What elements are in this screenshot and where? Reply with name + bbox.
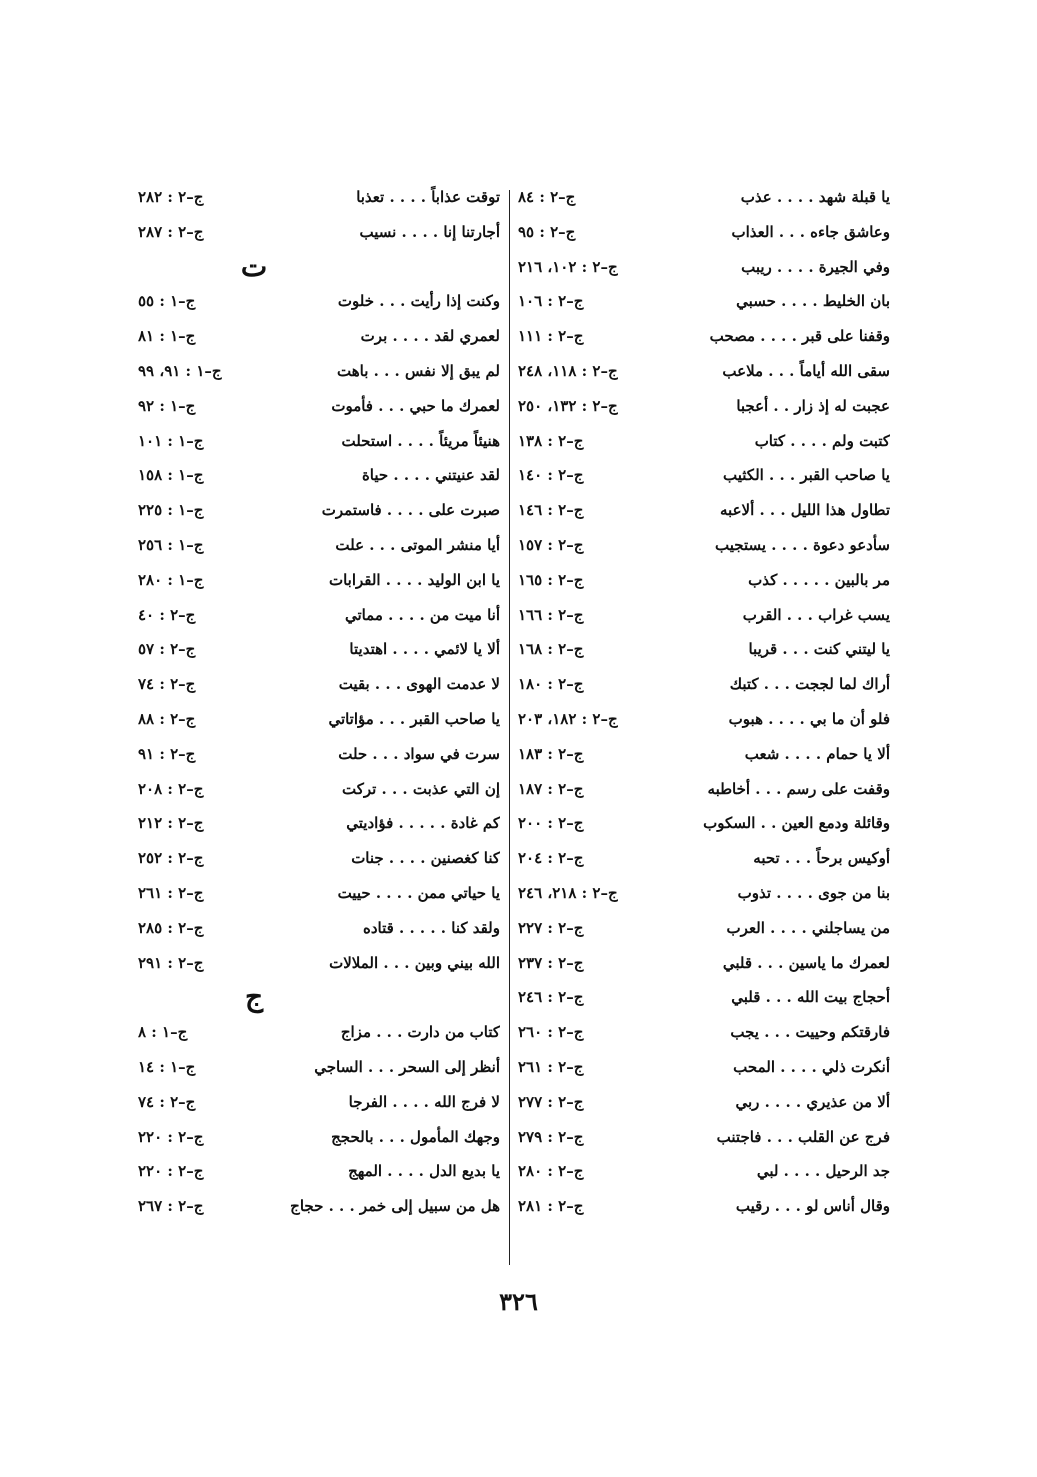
entry-verse: يا حياتي ممن . . . . حييت: [337, 883, 500, 902]
entry-reference: ج–٢ : ٢١٨، ٢٤٦: [518, 883, 618, 902]
entry-reference: ج–٢ : ٢٨٠: [518, 1162, 584, 1181]
index-entry: [518, 424, 890, 459]
index-entry: [518, 1050, 890, 1085]
entry-verse: وعاشق جاءه . . . العذاب: [731, 222, 890, 241]
entry-reference: ج–٢ : ٢٠٠: [518, 814, 584, 833]
entry-reference: ج–١ : ١٥٨: [138, 466, 204, 485]
entry-reference: ج–٢ : ٢٠٤: [518, 849, 584, 868]
entry-reference: ج–٢ : ١٤٠: [518, 466, 584, 485]
index-entry: [138, 667, 500, 702]
entry-reference: ج–٢ : ٧٤: [138, 1092, 196, 1111]
entry-reference: ج–٢ : ٢٦١: [138, 883, 204, 902]
index-entry: [138, 772, 500, 807]
entry-verse: أنظر إلى السحر . . . الساجي: [314, 1057, 500, 1076]
entry-verse: فلو أن ما بي . . . . هبوب: [728, 709, 890, 728]
entry-reference: ج–٢ : ٩١: [138, 744, 196, 763]
entry-verse: إن التي عذبت . . . تركت: [342, 779, 500, 798]
entry-verse: من يساجلني . . . . العرب: [726, 918, 890, 937]
entry-verse: لقد عنيتني . . . . حياة: [361, 466, 500, 485]
index-entry: [138, 1050, 500, 1085]
index-entry: [518, 1085, 890, 1120]
entry-reference: ج–٢ : ٢١٢: [138, 814, 204, 833]
entry-reference: ج–٢ : ٢٣٧: [518, 953, 584, 972]
entry-reference: ج–٢ : ٧٤: [138, 675, 196, 694]
entry-verse: مر بالبين . . . . . كذب: [748, 570, 890, 589]
index-entry: [518, 598, 890, 633]
entry-reference: ج–٢ : ٢٥٢: [138, 849, 204, 868]
entry-verse: ألا من عذيري . . . . ربي: [735, 1092, 890, 1111]
entry-verse: لعمرك ما ياسين . . . قلبي: [722, 953, 890, 972]
entry-verse: وجهك المأمول . . . بالحجج: [331, 1127, 500, 1146]
entry-verse: الله بيني وبين . . . الملالات: [329, 953, 500, 972]
entry-verse: عجبت له إذ زار . . أعجبا: [736, 396, 890, 415]
entry-reference: ج–٢ : ٢٢٠: [138, 1127, 204, 1146]
entry-reference: ج–١ : ١٠١: [138, 431, 204, 450]
index-entry: [518, 1154, 890, 1189]
index-entry: [518, 1120, 890, 1155]
entry-verse: يا ابن الوليد . . . . القرابات: [328, 570, 500, 589]
entry-reference: ج–١ : ٨: [138, 1023, 188, 1042]
entry-reference: ج–٢ : ٢٨٧: [138, 222, 204, 241]
entry-verse: وقفنا على قبر . . . . مصحب: [709, 327, 890, 346]
entry-verse: تطاول هذا الليل . . . ألاعبه: [720, 501, 890, 520]
entry-verse: ولقد كنا . . . . . قتاده: [363, 918, 500, 937]
entry-verse: أيا منشر الموتى . . . علت: [335, 535, 500, 554]
index-entry: [518, 180, 890, 215]
index-entry: [518, 389, 890, 424]
entry-reference: ج–١ : ٢٥٦: [138, 535, 204, 554]
index-entry: [138, 911, 500, 946]
entry-reference: ج–٢ : ١٥٧: [518, 535, 584, 554]
index-column-left: [138, 180, 500, 1224]
index-entry: [138, 1189, 500, 1224]
entry-verse: يسب غراب . . . القرب: [742, 605, 890, 624]
section-letter-jim: ج: [244, 980, 264, 1014]
entry-verse: يا صاحب القبر . . . الكثيب: [723, 466, 890, 485]
index-column-right: [518, 180, 890, 1224]
entry-reference: ج–٢ : ١١١: [518, 327, 584, 346]
entry-verse: كنا كغصنين . . . . جنات: [351, 849, 500, 868]
entry-reference: ج–٢ : ٢٨٢: [138, 188, 204, 206]
entry-reference: ج–٢ : ٢٨٥: [138, 918, 204, 937]
index-entry: [138, 876, 500, 911]
entry-reference: ج–٢ : ٢٨١: [518, 1197, 584, 1216]
entry-reference: ج–١ : ٢٨٠: [138, 570, 204, 589]
entry-reference: ج–٢ : ٨٤: [518, 188, 576, 206]
index-entry: [518, 1015, 890, 1050]
entry-reference: ج–٢ : ١٣٢، ٢٥٠: [518, 396, 618, 415]
entry-verse: أوكيس برحاً . . . تحبه: [753, 849, 890, 868]
entry-reference: ج–١ : ٩٢: [138, 396, 196, 415]
entry-reference: ج–٢ : ٢٧٩: [518, 1127, 584, 1146]
index-entry: [138, 528, 500, 563]
index-entry: [518, 563, 890, 598]
entry-reference: ج–١ : ١٤: [138, 1057, 196, 1076]
entry-verse: سقى الله أياماً . . . ملاعب: [722, 361, 890, 380]
entry-verse: ألا يا لائمي . . . . اهتديتا: [349, 640, 500, 659]
entry-reference: ج–٢ : ٢٧٧: [518, 1092, 584, 1111]
index-entry: [138, 180, 500, 215]
entry-reference: ج–٢ : ١٦٦: [518, 605, 584, 624]
entry-verse: أحجاج بيت الله . . . قلبي: [731, 988, 890, 1007]
entry-verse: جد الرحيل . . . . لبي: [756, 1162, 890, 1181]
entry-verse: أراك لما لججت . . . كتبك: [729, 675, 890, 694]
entry-reference: ج–٢ : ٢٤٦: [518, 988, 584, 1007]
entry-reference: ج–٢ : ١٨٣: [518, 744, 584, 763]
entry-reference: ج–٢ : ٢٢٠: [138, 1162, 204, 1181]
entry-reference: ج–٢ : ١٨٠: [518, 675, 584, 694]
entry-verse: يا صاحب القبر . . . مؤاتاتي: [328, 709, 500, 728]
entry-verse: لا فرج الله . . . . الفرجا: [348, 1092, 500, 1111]
index-entry: [138, 806, 500, 841]
entry-verse: وقال أناس لو . . . رقيب: [735, 1197, 890, 1216]
entry-verse: وفي الجيرة . . . . ريبب: [741, 257, 890, 276]
index-entry: [138, 1085, 500, 1120]
index-entry: [138, 702, 500, 737]
entry-verse: يا بديع الدل . . . . المهج: [348, 1162, 500, 1181]
index-entry: [518, 354, 890, 389]
index-entry: [138, 284, 500, 319]
entry-verse: بنا من جوى . . . . تذوب: [737, 883, 890, 902]
index-entry: [518, 911, 890, 946]
entry-verse: صبرت على . . . . فاستمرت: [321, 501, 500, 520]
index-entry: [518, 632, 890, 667]
index-entry: [518, 980, 890, 1015]
index-entry: [518, 284, 890, 319]
index-entry: [518, 250, 890, 285]
entry-verse: كتاب من دارت . . . مزاج: [340, 1023, 500, 1042]
entry-verse: وقائلة ودمع العين . . السكوب: [703, 814, 890, 833]
entry-reference: ج–٢ : ٢٦٧: [138, 1197, 204, 1216]
index-entry: [138, 1015, 500, 1050]
entry-reference: ج–١ : ٥٥: [138, 292, 196, 311]
entry-verse: أجارتنا إنا . . . . نسيب: [359, 222, 500, 241]
entry-reference: ج–١ : ٩١، ٩٩: [138, 361, 222, 380]
entry-verse: لا عدمت الهوى . . . بقيت: [338, 675, 500, 694]
entry-reference: ج–٢ : ١٦٥: [518, 570, 584, 589]
entry-verse: هنيئاً مريئاً . . . . استحلت: [341, 431, 500, 450]
index-entry: [138, 354, 500, 389]
entry-verse: ألا يا حمام . . . . شعب: [744, 744, 890, 763]
index-entry: [138, 458, 500, 493]
entry-verse: أنا ميت من . . . . مماتي: [344, 605, 500, 624]
entry-verse: سأدعو دعوة . . . . يستجيب: [715, 535, 890, 554]
index-entry: [138, 841, 500, 876]
entry-reference: ج–٢ : ١١٨، ٢٤٨: [518, 361, 618, 380]
entry-verse: فارقتكم وحييت . . . يجب: [730, 1023, 890, 1042]
entry-reference: ج–٢ : ٢٩١: [138, 953, 204, 972]
entry-reference: ج–٢ : ١٣٨: [518, 431, 584, 450]
entry-reference: ج–١ : ٢٢٥: [138, 501, 204, 520]
entry-reference: ج–٢ : ٤٠: [138, 605, 196, 624]
entry-reference: ج–١ : ٨١: [138, 327, 196, 346]
index-entry: [138, 424, 500, 459]
index-entry: [138, 737, 500, 772]
index-entry: [518, 215, 890, 250]
section-letter-ta: ت: [240, 249, 268, 283]
page-number: ٣٢٦: [499, 1287, 538, 1316]
entry-verse: لم يبق إلا نفس . . . باهت: [337, 361, 500, 380]
index-entry: [518, 772, 890, 807]
index-entry: [518, 806, 890, 841]
entry-verse: لعمرك ما حبي . . . فأموت: [331, 396, 500, 415]
entry-reference: ج–٢ : ١٨٢، ٢٠٣: [518, 709, 618, 728]
index-entry: [518, 1189, 890, 1224]
entry-verse: كتبت ولم . . . . كتاب: [754, 431, 890, 450]
index-entry: [138, 946, 500, 981]
index-entry: [518, 702, 890, 737]
entry-verse: هل من سبيل إلى خمر . . . حجاج: [290, 1197, 500, 1216]
index-entry: [138, 215, 500, 250]
index-entry: [518, 737, 890, 772]
entry-reference: ج–٢ : ٢٠٨: [138, 779, 204, 798]
index-entry: [138, 563, 500, 598]
index-entry: [518, 841, 890, 876]
index-entry: [138, 319, 500, 354]
index-entry: [518, 667, 890, 702]
entry-verse: لعمري لقد . . . . برت: [360, 327, 500, 346]
index-entry: [138, 632, 500, 667]
index-entry: [518, 876, 890, 911]
index-entry: [138, 1154, 500, 1189]
entry-verse: أنكرت ذلي . . . . المحب: [733, 1057, 890, 1076]
entry-reference: ج–٢ : ١٦٨: [518, 640, 584, 659]
entry-verse: فرج عن القلب . . . فاجتنب: [716, 1127, 890, 1146]
entry-reference: ج–٢ : ٢٢٧: [518, 918, 584, 937]
entry-verse: سرت في سواد . . . حلت: [338, 744, 500, 763]
index-entry: [138, 1120, 500, 1155]
entry-verse: يا قبلة شهد . . . . عذب: [740, 188, 890, 206]
entry-reference: ج–٢ : ٩٥: [518, 222, 576, 241]
entry-verse: وكنت إذا رأيت . . . خلوت: [337, 292, 500, 311]
index-entry: [518, 528, 890, 563]
entry-reference: ج–٢ : ٥٧: [138, 640, 196, 659]
entry-reference: ج–٢ : ١٨٧: [518, 779, 584, 798]
entry-verse: بان الخليط . . . . حسبي: [736, 292, 890, 311]
entry-verse: وقفت على رسم . . . أخاطبه: [707, 779, 890, 798]
index-entry: [518, 493, 890, 528]
index-entry: [518, 319, 890, 354]
entry-reference: ج–٢ : ٢٦١: [518, 1057, 584, 1076]
index-entry: [138, 389, 500, 424]
entry-reference: ج–٢ : ٨٨: [138, 709, 196, 728]
index-entry: [518, 458, 890, 493]
column-divider: [509, 190, 510, 1265]
entry-reference: ج–٢ : ١٤٦: [518, 501, 584, 520]
entry-verse: كم غادة . . . . . فؤاديتي: [346, 814, 500, 833]
index-entry: [138, 493, 500, 528]
entry-reference: ج–٢ : ١٠٦: [518, 292, 584, 311]
entry-reference: ج–٢ : ١٠٢، ٢١٦: [518, 257, 618, 276]
entry-verse: توقت عذاباً . . . . تعذبا: [356, 188, 500, 206]
index-entry: [518, 946, 890, 981]
index-entry: [138, 598, 500, 633]
entry-verse: يا ليتني كنت . . . قريبا: [748, 640, 890, 659]
entry-reference: ج–٢ : ٢٦٠: [518, 1023, 584, 1042]
